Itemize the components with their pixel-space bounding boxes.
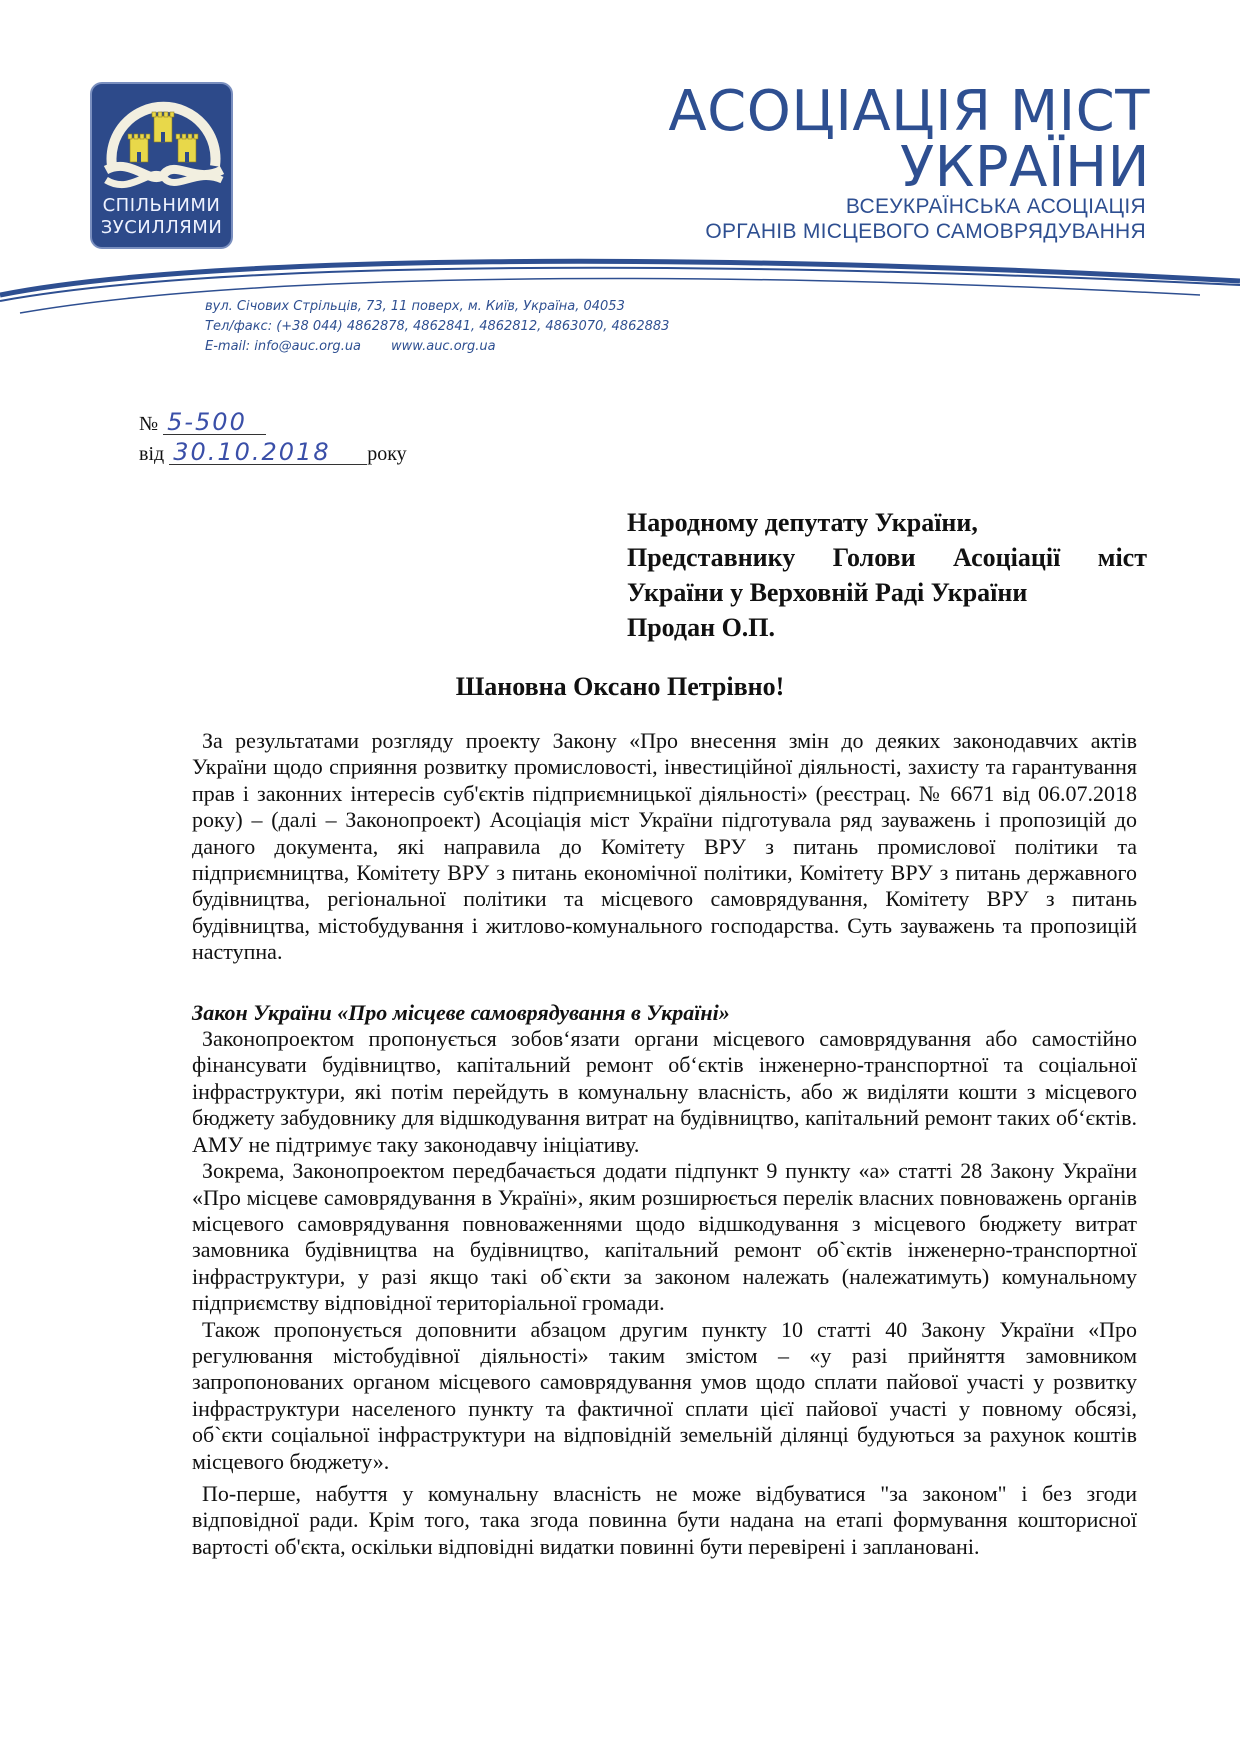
phone-fax-text: Тел/факс: (+38 044) 4862878, 4862841, 4862812, 4863070, 4862883 xyxy=(205,319,670,334)
addressee-line1: Народному депутату України, xyxy=(627,508,978,537)
body-paragraph: Законопроектом пропонується зобов‘язати органи місцевого самоврядування або самостійно фінансувати будівництво, капітальний ремонт об‘єктів інженерно-транспортної та соціальної інфраструктури, які потім перейдуть в комунальну власність, або ж виділяти кошти з місцевого бюджету забудовнику для відшкодування витрат на будівництво, капітальний ремонт таких об‘єктів. АМУ не підтримує таку законодавчу ініціативу. xyxy=(192,1026,1137,1157)
date-label: від xyxy=(139,443,165,465)
organization-subtitle-line1: ВСЕУКРАЇНСЬКА АСОЦІАЦІЯ xyxy=(845,195,1146,218)
salutation: Шановна Оксано Петрівно! xyxy=(455,672,785,701)
handwritten-date: 30.10.2018 xyxy=(169,440,367,465)
association-logo xyxy=(90,82,233,249)
date-suffix: року xyxy=(367,443,407,465)
intro-paragraph: За результатами розгляду проекту Закону «Про внесення змін до деяких законодавчих актів України щодо сприяння розвитку промисловості, інвестиційної діяльності, захисту та гарантування прав і законних інтересів суб'єктів підприємницької діяльності» (реєстрац. № 6671 від 06.07.2018 року) – (далі – Законопроект) Асоціація міст України підготувала ряд зауважень і пропозицій до даного документа, які направила до Комітету ВРУ з питань промислової політики та підприємництва, Комітету ВРУ з питань економічної політики, Комітету ВРУ з питань державного будівництва, регіональної політики та місцевого самоврядування, Комітету ВРУ з питань будівництва, містобудування і житлово-комунального господарства. Суть зауважень та пропозицій наступна. xyxy=(192,728,1137,965)
number-label: № xyxy=(139,413,159,435)
addressee-line4: Продан О.П. xyxy=(627,613,776,642)
organization-title: АСОЦІАЦІЯ МІСТ УКРАЇНИ xyxy=(668,79,1150,200)
email-text: E-mail: info@auc.org.ua xyxy=(205,339,362,354)
body-paragraph: Також пропонується доповнити абзацом другим пункту 10 статті 40 Закону України «Про регулювання містобудівної діяльності» таким змістом – «у разі прийняття замовником запропонованих органом місцевого самоврядування умов щодо сплати пайової участі у розвитку інфраструктури населеного пункту та фактичної сплати цієї пайової участі у повному обсязі, об`єкти соціальної інфраструктури на відповідній земельній ділянці будуються за рахунок коштів місцевого бюджету». xyxy=(192,1316,1137,1474)
reference-block xyxy=(139,410,407,470)
section-heading: Закон України «Про місцеве самоврядування в Україні» xyxy=(192,999,730,1025)
addressee-block xyxy=(627,505,1147,645)
body-paragraph: По-перше, набуття у комунальну власність не може відбуватися "за законом" і без згоди відповідної ради. Крім того, така згода повинна бути надана на етапі формування кошторисної вартості об'єкта, оскільки відповідні видатки повинні бути перевірені і заплановані. xyxy=(192,1480,1137,1559)
handwritten-number: 5-500 xyxy=(163,410,266,435)
logo-motto-line2: ЗУСИЛЛЯМИ xyxy=(100,217,223,238)
body-paragraph: Зокрема, Законопроектом передбачається додати підпункт 9 пункту «а» статті 28 Закону України «Про місцеве самоврядування в Україні», яким розширюється перелік власних повноважень органів місцевого самоврядування повноваженнями щодо відшкодування з місцевого бюджету витрат замовника будівництва на будівництво, капітальний ремонт об`єктів інженерно-транспортної інфраструктури, у разі якщо такі об`єкти за законом належать (належатимуть) комунальному підприємству відповідної територіальної громади. xyxy=(192,1158,1137,1316)
address-text: вул. Січових Стрільців, 73, 11 поверх, м. Київ, Україна, 04053 xyxy=(205,299,625,314)
addressee-line2: Представнику Голови Асоціації міст xyxy=(627,543,1147,572)
letter-body xyxy=(182,728,1137,1560)
contact-block xyxy=(205,297,669,357)
logo-motto-line1: СПІЛЬНИМИ xyxy=(102,195,221,216)
website-text: www.auc.org.ua xyxy=(391,339,496,354)
addressee-line3: України у Верховній Раді України xyxy=(627,578,1028,607)
organization-subtitle-line2: ОРГАНІВ МІСЦЕВОГО САМОВРЯДУВАННЯ xyxy=(705,220,1146,243)
